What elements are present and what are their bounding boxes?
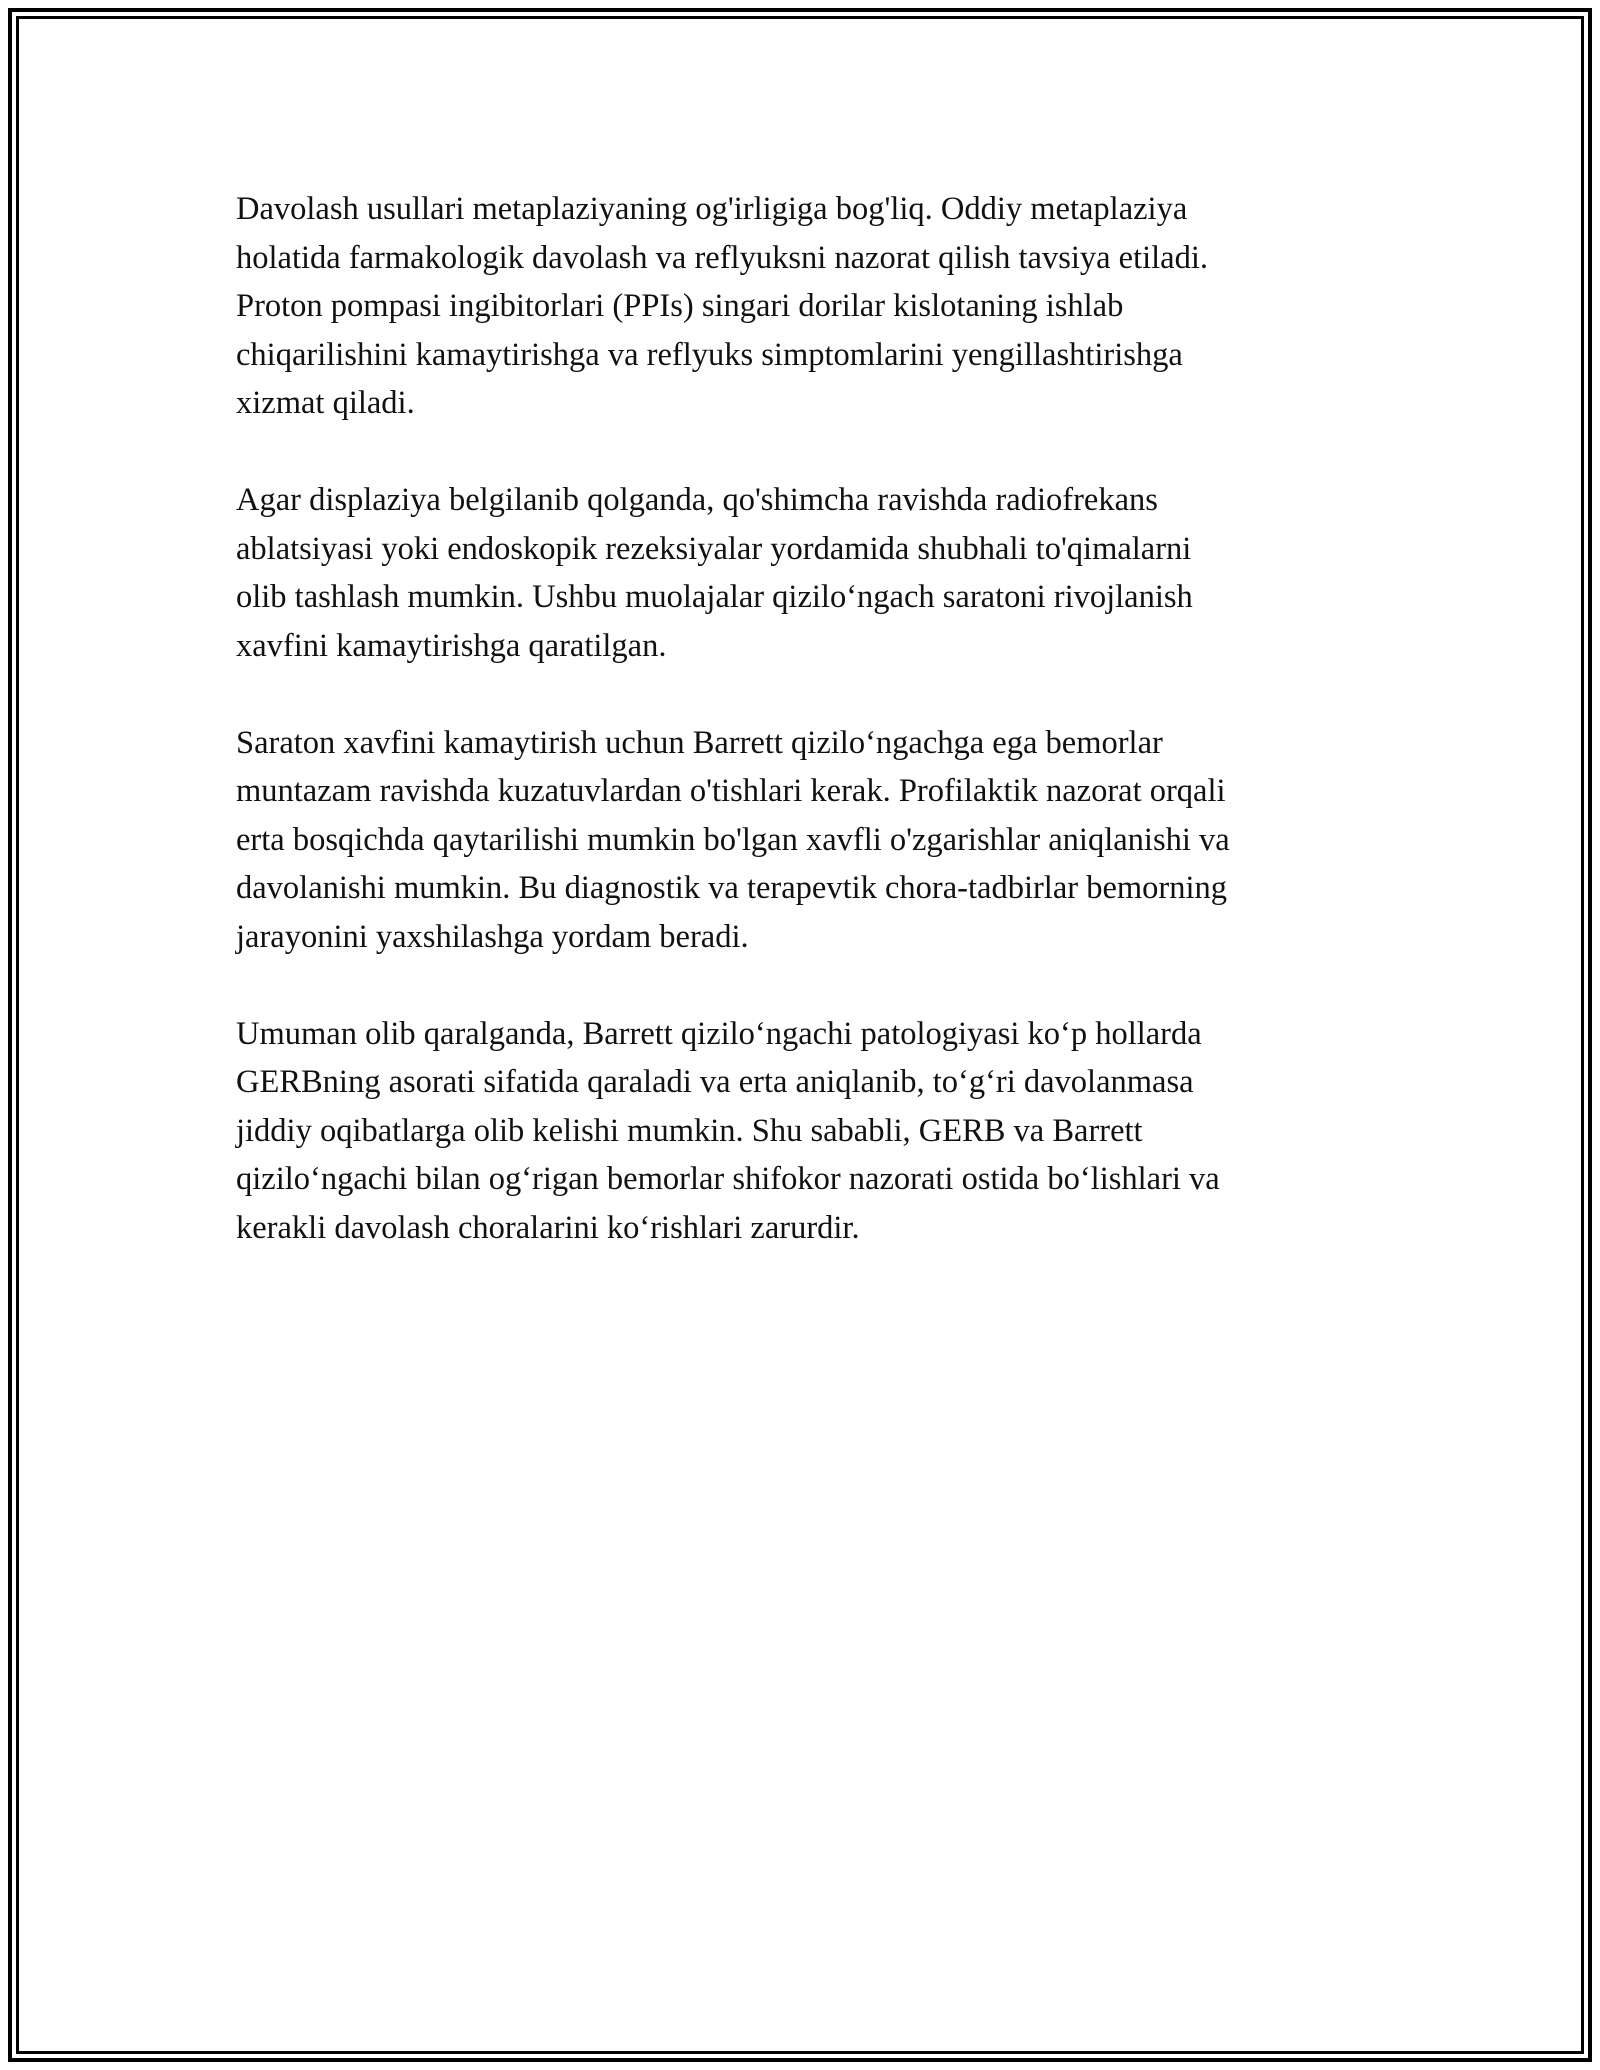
text-line: chiqarilishini kamaytirishga va reflyuks simptomlarini yengillashtirishga <box>236 336 1183 373</box>
text-line: Davolash usullari metaplaziyaning og'irligiga bog'liq. Oddiy metaplaziya <box>236 191 1188 227</box>
text-line: davolanishi mumkin. Bu diagnostik va terapevtik chora-tadbirlar bemorning <box>236 870 1228 906</box>
text-line: xavfini kamaytirishga qaratilgan. <box>236 627 667 664</box>
text-line: erta bosqichda qaytarilishi mumkin bo'lgan xavfli o'zgarishlar aniqlanishi va <box>236 821 1230 858</box>
paragraph-conclusion <box>236 1010 1366 1253</box>
text-line: olib tashlash mumkin. Ushbu muolajalar qizilo‘ngach saratoni rivojlanish <box>236 579 1193 615</box>
text-line: xizmat qiladi. <box>236 385 415 421</box>
document-body <box>236 185 1366 1301</box>
text-line: jiddiy oqibatlarga olib kelishi mumkin. Shu sababli, GERB va Barrett <box>236 1112 1143 1149</box>
text-line: ablatsiyasi yoki endoskopik rezeksiyalar yordamida shubhali to'qimalarni <box>236 530 1192 567</box>
paragraph-surveillance <box>236 719 1366 962</box>
text-line: Saraton xavfini kamaytirish uchun Barrett qizilo‘ngachga ega bemorlar <box>236 724 1163 761</box>
text-line: Agar displaziya belgilanib qolganda, qo'shimcha ravishda radiofrekans <box>236 482 1158 518</box>
text-line: muntazam ravishda kuzatuvlardan o'tishlari kerak. Profilaktik nazorat orqali <box>236 773 1226 809</box>
paragraph-treatment-methods <box>236 185 1366 428</box>
text-line: Proton pompasi ingibitorlari (PPIs) singari dorilar kislotaning ishlab <box>236 288 1124 324</box>
text-line: jarayonini yaxshilashga yordam beradi. <box>236 918 749 955</box>
paragraph-dysplasia <box>236 476 1366 670</box>
text-line: GERBning asorati sifatida qaraladi va erta aniqlanib, to‘g‘ri davolanmasa <box>236 1064 1194 1100</box>
text-line: kerakli davolash choralarini ko‘rishlari zarurdir. <box>236 1209 860 1246</box>
text-line: holatida farmakologik davolash va reflyuksni nazorat qilish tavsiya etiladi. <box>236 239 1209 276</box>
text-line: Umuman olib qaralganda, Barrett qizilo‘ngachi patologiyasi ko‘p hollarda <box>236 1015 1202 1052</box>
text-line: qizilo‘ngachi bilan og‘rigan bemorlar shifokor nazorati ostida bo‘lishlari va <box>236 1161 1220 1197</box>
